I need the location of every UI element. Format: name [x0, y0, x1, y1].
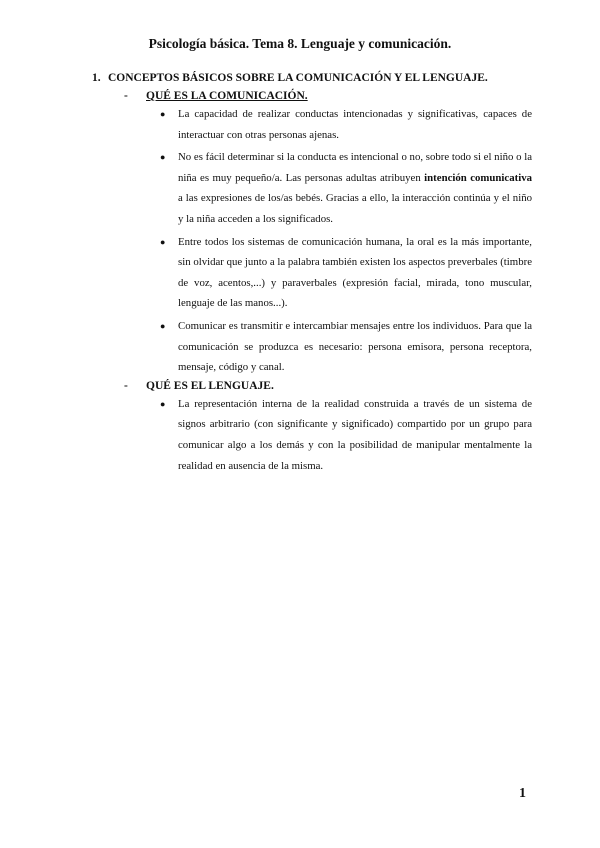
bullet-icon: ●	[160, 109, 166, 119]
subsection-heading	[92, 380, 532, 392]
list-item-text: Comunicar es transmitir e intercambiar mensajes entre los individuos. Para que la comunicación se produzca es necesario: persona emisora, persona receptora, mensaje, código y canal.	[178, 319, 532, 374]
list-item-text: La capacidad de realizar conductas intencionadas y significativas, capaces de interactuar con otras personas ajenas.	[178, 108, 532, 141]
list-item	[92, 232, 532, 314]
section-conceptos-basicos	[92, 72, 532, 478]
bullet-icon: ●	[160, 236, 166, 247]
dash-marker: -	[124, 90, 128, 102]
section-heading-text: CONCEPTOS BÁSICOS SOBRE LA COMUNICACIÓN Y EL LENGUAJE.	[108, 72, 488, 84]
bold-term: intención comunicativa	[424, 171, 532, 184]
section-number: 1.	[92, 72, 101, 84]
list-item-text: a las expresiones de los/as bebés. Gracias a ello, la interacción continúa y el niño y la niña acceden a los significados.	[178, 192, 532, 225]
list-item-text: Entre todos los sistemas de comunicación humana, la oral es la más importante, sin olvidar que junto a la palabra también existen los aspectos preverbales (timbre de voz, acentos,...) y paraverbales (expresión facial, mirada, tono muscular, lenguaje de las manos...).	[178, 235, 532, 310]
bullet-list	[92, 104, 532, 378]
page-title: Psicología básica. Tema 8. Lenguaje y comunicación.	[148, 36, 452, 51]
list-item	[92, 104, 532, 145]
dash-marker: -	[124, 379, 128, 392]
list-item	[92, 394, 532, 476]
bullet-icon: ●	[160, 152, 166, 163]
list-item	[92, 147, 532, 229]
list-item	[92, 316, 532, 378]
bullet-icon: ●	[160, 398, 166, 409]
bullet-list	[92, 394, 532, 476]
subsection-heading-text: QUÉ ES EL LENGUAJE.	[146, 379, 274, 392]
subsection-heading-text: QUÉ ES LA COMUNICACIÓN.	[146, 90, 308, 102]
bullet-icon: ●	[160, 320, 166, 331]
list-item-text: La representación interna de la realidad construida a través de un sistema de signos arbitrario (con significante y significado) compartido por un grupo para comunicar algo a los demás y con la posibilidad de manipular mentalmente la realidad en ausencia de la misma.	[178, 397, 532, 472]
subsection-comunicacion	[92, 90, 532, 378]
page-number: 1	[519, 786, 526, 801]
section-heading	[92, 72, 532, 84]
list-item-text: No es fácil determinar si la conducta es intencional o no, sobre todo si el niño o la niña es muy pequeño/a. Las personas adultas atribuyen	[178, 151, 532, 184]
subsection-lenguaje	[92, 380, 532, 476]
subsection-heading	[92, 90, 532, 102]
